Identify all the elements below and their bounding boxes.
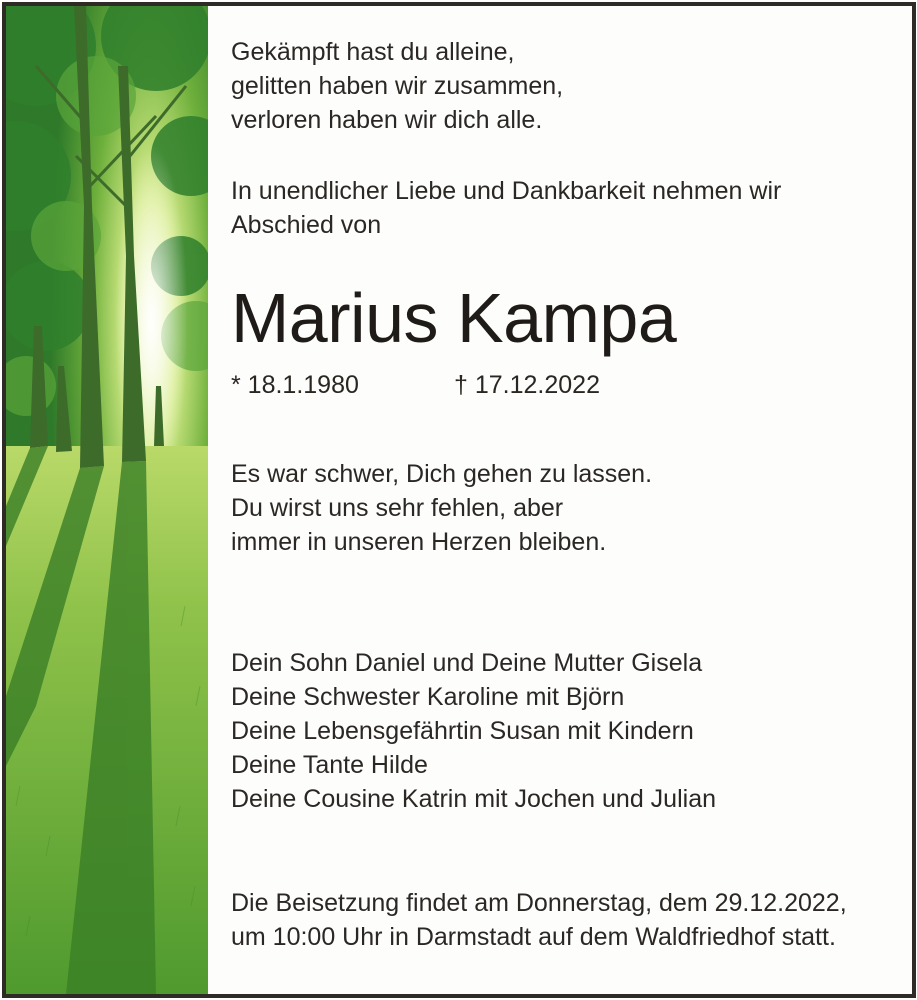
obituary-card [2, 2, 916, 998]
poem-line: gelitten haben wir zusammen, [231, 72, 564, 100]
mourner-line: Deine Tante Hilde [231, 751, 428, 779]
mourners-list [231, 646, 891, 816]
birth-date: * 18.1.1980 [231, 371, 359, 399]
mourner-line: Dein Sohn Daniel und Deine Mutter Gisela [231, 649, 703, 677]
farewell-line: Es war schwer, Dich gehen zu lassen. [231, 460, 653, 488]
obituary-text [231, 6, 891, 994]
deceased-name: Marius Kampa [231, 279, 677, 357]
death-date: † 17.12.2022 [454, 371, 600, 399]
mourner-line: Deine Schwester Karoline mit Björn [231, 683, 625, 711]
poem [231, 35, 891, 137]
life-dates [231, 368, 600, 402]
funeral-notice [231, 886, 891, 954]
funeral-line: um 10:00 Uhr in Darmstadt auf dem Waldfriedhof statt. [231, 923, 836, 951]
farewell-line: Du wirst uns sehr fehlen, aber [231, 494, 564, 522]
poem-line: Gekämpft hast du alleine, [231, 38, 515, 66]
intro [231, 174, 891, 242]
park-trees-photo [6, 6, 208, 994]
farewell [231, 457, 891, 559]
intro-line: Abschied von [231, 211, 382, 239]
mourner-line: Deine Lebensgefährtin Susan mit Kindern [231, 717, 694, 745]
poem-line: verloren haben wir dich alle. [231, 106, 543, 134]
farewell-line: immer in unseren Herzen bleiben. [231, 528, 607, 556]
intro-line: In unendlicher Liebe und Dankbarkeit nehmen wir [231, 177, 782, 205]
mourner-line: Deine Cousine Katrin mit Jochen und Julian [231, 785, 716, 813]
funeral-line: Die Beisetzung findet am Donnerstag, dem 29.12.2022, [231, 889, 847, 917]
sunlit-trees-image [6, 6, 208, 994]
